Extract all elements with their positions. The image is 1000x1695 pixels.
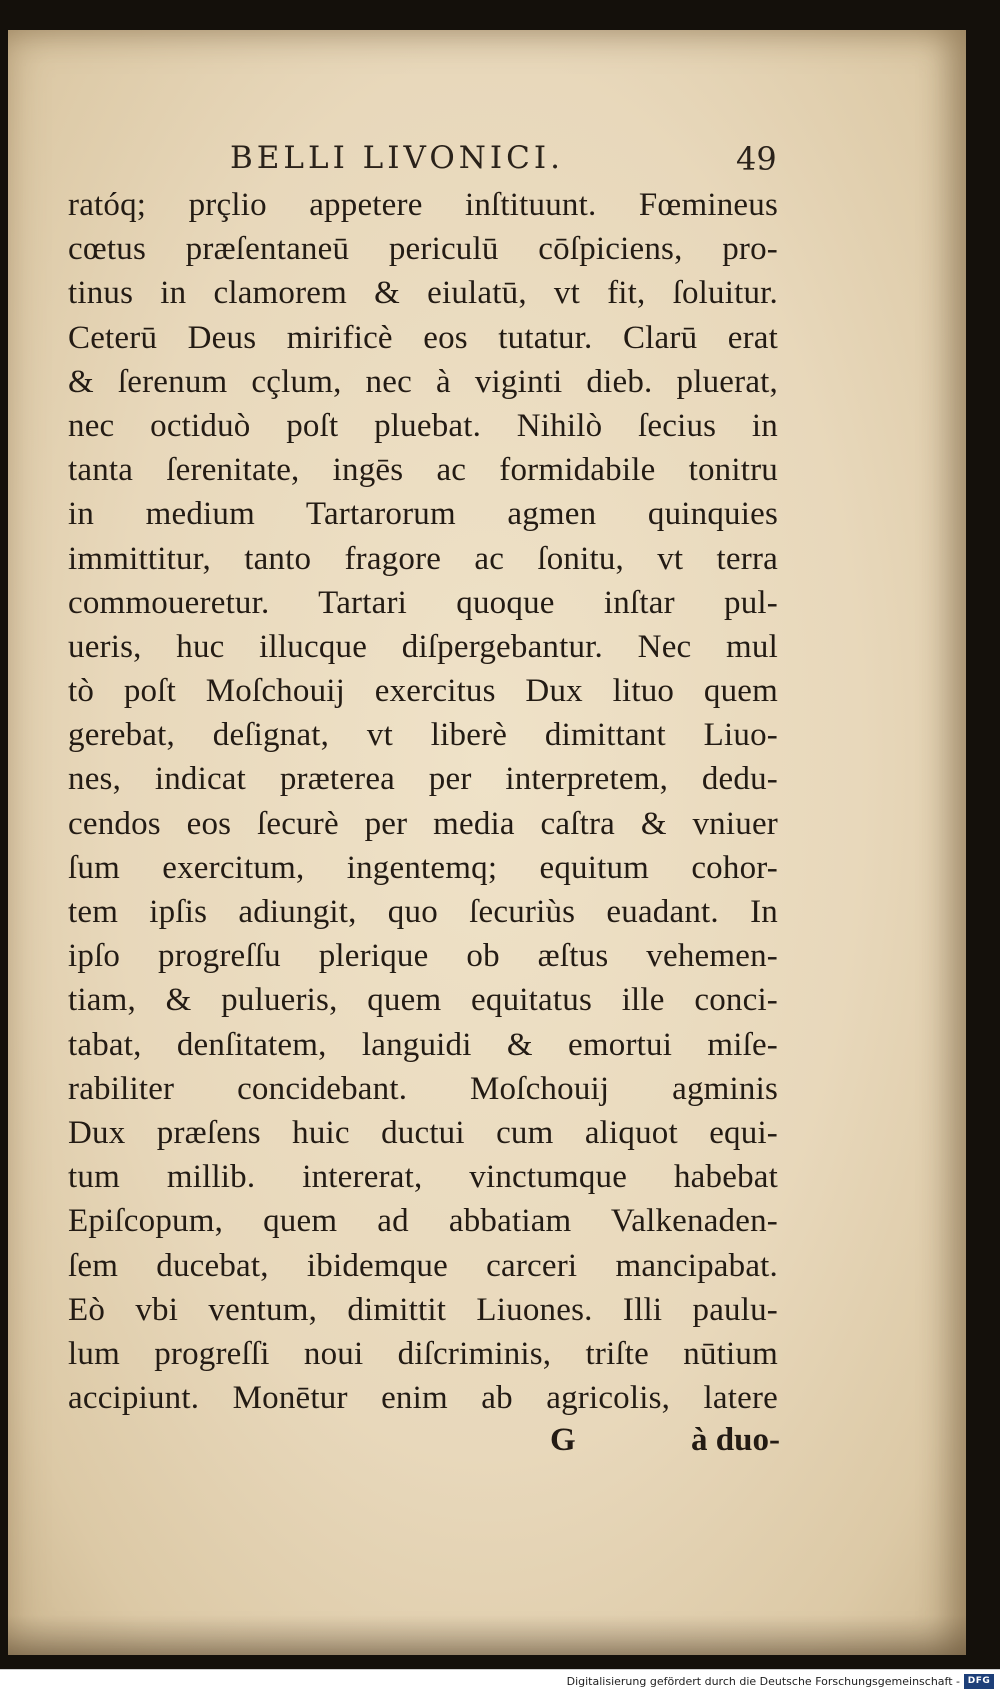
dfg-logo: DFG: [964, 1674, 994, 1689]
catchword: à duo-: [691, 1422, 780, 1458]
text-line: Eò vbi ventum, dimittit Liuones. Illi paulu-: [68, 1291, 778, 1328]
text-line: accipiunt. Monētur enim ab agricolis, latere: [68, 1380, 778, 1417]
text-line: tanta ſerenitate, ingēs ac formidabile tonitru: [68, 452, 778, 489]
text-block: [68, 183, 778, 1420]
footer-bar: [0, 1669, 1000, 1695]
text-line: commoueretur. Tartari quoque inſtar pul-: [68, 584, 778, 621]
text-line: Epiſcopum, quem ad abbatiam Valkenaden-: [68, 1203, 778, 1240]
text-line: nec octiduò poſt pluebat. Nihilò ſecius in: [68, 407, 778, 444]
text-line: tabat, denſitatem, languidi & emortui miſe-: [68, 1026, 778, 1063]
text-line: lum progreſſi noui diſcriminis, triſte nūtium: [68, 1335, 778, 1372]
text-line: Ceterū Deus mirificè eos tutatur. Clarū erat: [68, 319, 778, 356]
text-line: cœtus præſentaneū periculū cōſpiciens, pro-: [68, 231, 778, 268]
text-line: Dux præſens huic ductui cum aliquot equi-: [68, 1114, 778, 1151]
text-line: gerebat, deſignat, vt liberè dimittant Liuo-: [68, 717, 778, 754]
text-line: rabiliter concidebant. Moſchouij agminis: [68, 1070, 778, 1107]
catch-line: [68, 1422, 778, 1466]
text-line: tum millib. intererat, vinctumque habebat: [68, 1159, 778, 1196]
text-line: tem ipſis adiungit, quo ſecuriùs euadant. In: [68, 894, 778, 930]
text-line: in medium Tartarorum agmen quinquies: [68, 496, 778, 533]
text-line: cendos eos ſecurè per media caſtra & vniuer: [68, 805, 778, 842]
signature-mark: G: [550, 1422, 576, 1458]
text-line: tò poſt Moſchouij exercitus Dux lituo quem: [68, 673, 778, 710]
text-line: immittitur, tanto fragore ac ſonitu, vt terra: [68, 540, 778, 577]
text-line: tiam, & pulueris, quem equitatus ille conci-: [68, 982, 778, 1019]
text-line: ſum exercitum, ingentemq; equitum cohor-: [68, 849, 778, 886]
funding-credit: Digitalisierung gefördert durch die Deutsche Forschungsgemeinschaft -: [566, 1675, 960, 1688]
text-line: tinus in clamorem & eiulatū, vt fit, ſoluitur.: [68, 275, 778, 312]
text-line: nes, indicat præterea per interpretem, dedu-: [68, 761, 778, 798]
running-head: BELLI LIVONICI.: [230, 140, 564, 176]
text-line: ipſo progreſſu plerique ob æſtus vehemen-: [68, 938, 778, 975]
text-line: ratóq; prçlio appetere inſtituunt. Fœmineus: [68, 187, 778, 223]
book-page: [8, 30, 966, 1655]
text-line: ueris, huc illucque diſpergebantur. Nec mul: [68, 628, 778, 665]
text-line: ſem ducebat, ibidemque carceri mancipabat.: [68, 1247, 778, 1284]
page-number: 49: [736, 140, 777, 178]
text-line: & ſerenum cçlum, nec à viginti dieb. pluerat,: [68, 363, 778, 400]
